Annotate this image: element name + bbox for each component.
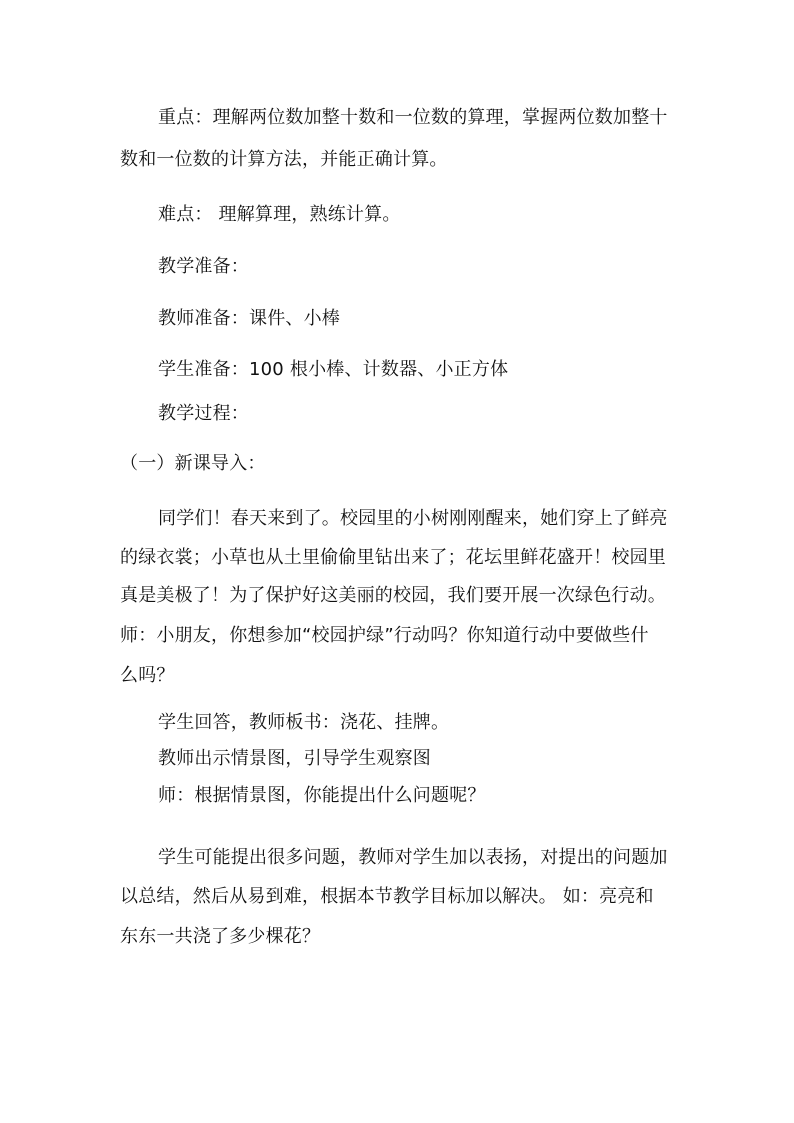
text-line-question-prompt: 师：根据情景图，你能提出什么问题呢？ — [158, 785, 486, 806]
text-line-intro-2: 的绿衣裳；小草也从土里偷偷里钻出来了；花坛里鲜花盛开！校园里 — [120, 547, 666, 568]
text-line-intro-5: 么吗？ — [120, 665, 175, 686]
text-line-scene-picture: 教师出示情景图，引导学生观察图 — [158, 748, 431, 769]
text-line-intro-1: 同学们！春天来到了。校园里的小树刚刚醒来，她们穿上了鲜亮 — [158, 508, 668, 529]
text-line-focus-1: 重点：理解两位数加整十数和一位数的算理，掌握两位数加整十 — [158, 107, 668, 128]
text-line-student-preparation: 学生准备：100 根小棒、计数器、小正方体 — [158, 359, 509, 380]
text-line-problem-3: 东东一共浇了多少棵花？ — [120, 926, 321, 947]
text-line-intro-heading: （一）新课导入： — [120, 453, 266, 474]
text-line-student-answer: 学生回答，教师板书：浇花、挂牌。 — [158, 712, 450, 733]
text-line-teacher-preparation: 教师准备：课件、小棒 — [158, 308, 340, 329]
text-line-process-heading: 教学过程： — [158, 403, 249, 424]
text-line-difficulty: 难点： 理解算理，熟练计算。 — [158, 204, 401, 225]
text-line-intro-4: 师：小朋友，你想参加“校园护绿”行动吗？你知道行动中要做些什 — [120, 625, 649, 646]
text-line-preparation-heading: 教学准备： — [158, 256, 249, 277]
text-line-problem-2: 以总结，然后从易到难，根据本节教学目标加以解决。 如：亮亮和 — [120, 886, 654, 907]
text-line-focus-2: 数和一位数的计算方法，并能正确计算。 — [120, 149, 448, 170]
text-line-intro-3: 真是美极了！为了保护好这美丽的校园，我们要开展一次绿色行动。 — [120, 585, 666, 606]
text-line-problem-1: 学生可能提出很多问题，教师对学生加以表扬，对提出的问题加 — [158, 847, 668, 868]
